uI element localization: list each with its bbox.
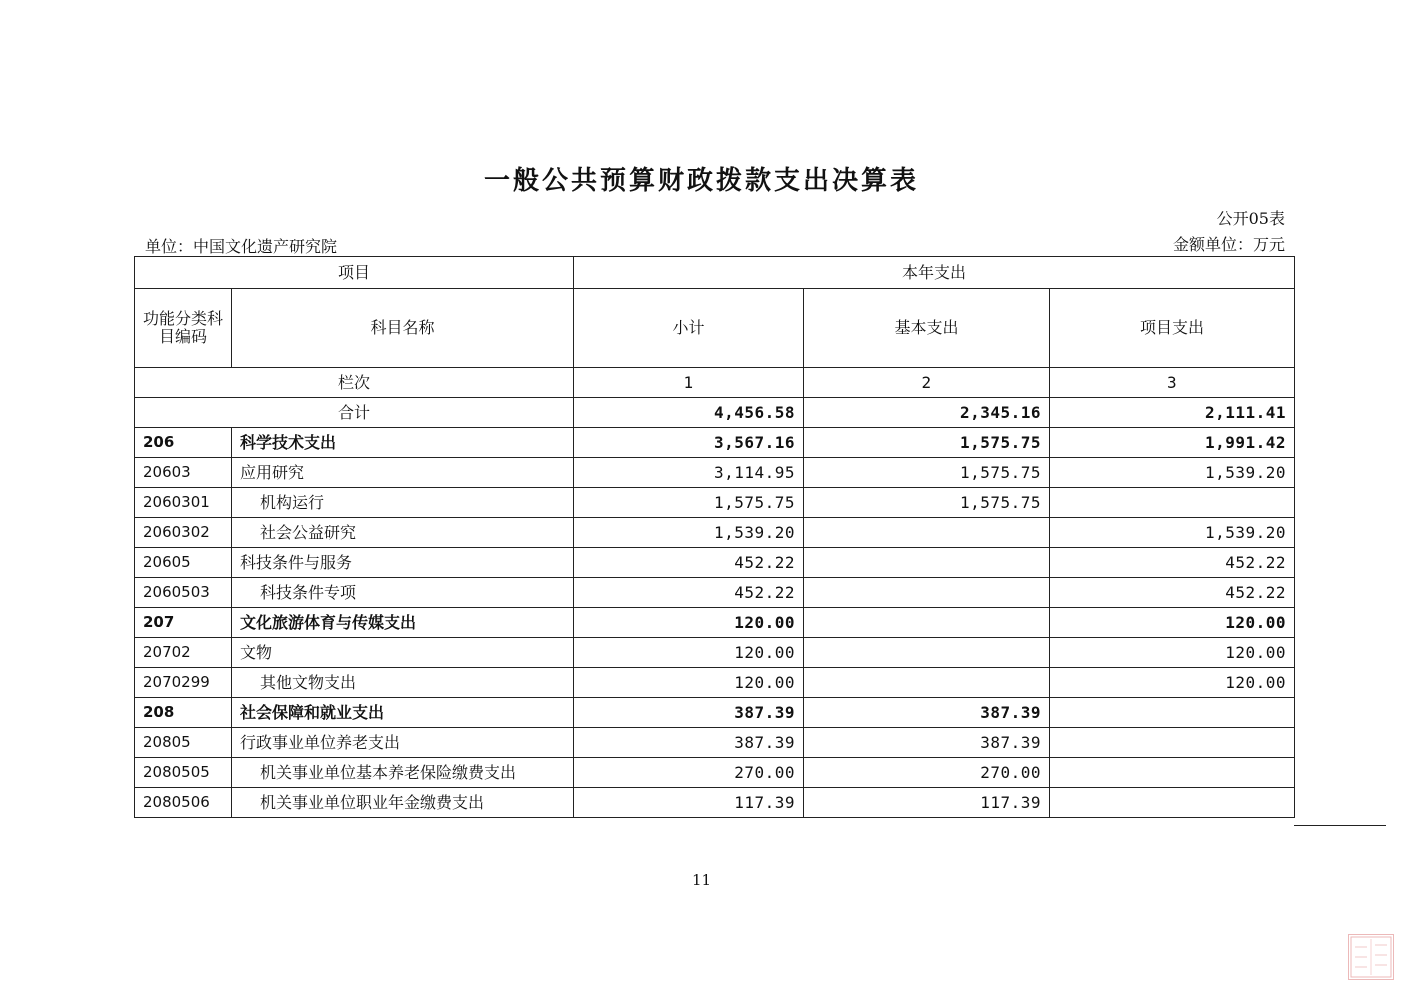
row-basic: 387.39 [804,698,1050,728]
header-func-code: 功能分类科目编码 [135,289,232,368]
row-project [1050,728,1295,758]
row-code: 20805 [135,728,232,758]
row-code: 2060302 [135,518,232,548]
table-row [135,458,1295,488]
column-number-2: 2 [804,368,1050,398]
row-basic [804,548,1050,578]
unit-label: 单位：中国文化遗产研究院 [145,237,338,256]
row-project [1050,698,1295,728]
row-project: 120.00 [1050,638,1295,668]
row-project [1050,788,1295,818]
row-subtotal: 452.22 [574,578,804,608]
table-row [135,488,1295,518]
budget-table [134,256,1295,818]
row-basic [804,578,1050,608]
column-number-3: 3 [1050,368,1295,398]
row-code: 206 [135,428,232,458]
row-code: 2060301 [135,488,232,518]
table-row [135,578,1295,608]
table-row [135,518,1295,548]
header-row-2 [135,289,1295,368]
row-name: 文物 [232,638,574,668]
row-name: 机构运行 [232,488,574,518]
row-subtotal: 120.00 [574,638,804,668]
column-number-1: 1 [574,368,804,398]
header-subtotal: 小计 [574,289,804,368]
row-project: 120.00 [1050,608,1295,638]
row-basic [804,518,1050,548]
row-code: 2070299 [135,668,232,698]
row-name: 科技条件专项 [232,578,574,608]
row-basic: 270.00 [804,758,1050,788]
row-subtotal: 120.00 [574,668,804,698]
table-row [135,668,1295,698]
row-code: 2060503 [135,578,232,608]
total-basic: 2,345.16 [804,398,1050,428]
total-row [135,398,1295,428]
row-project: 1,991.42 [1050,428,1295,458]
row-subtotal: 117.39 [574,788,804,818]
row-basic: 1,575.75 [804,488,1050,518]
table-row [135,698,1295,728]
table-row [135,548,1295,578]
row-code: 20605 [135,548,232,578]
row-project: 452.22 [1050,578,1295,608]
row-basic: 117.39 [804,788,1050,818]
total-project: 2,111.41 [1050,398,1295,428]
row-basic [804,668,1050,698]
page-title: 一般公共预算财政拨款支出决算表 [483,166,919,196]
row-basic: 387.39 [804,728,1050,758]
header-row-1 [135,257,1295,289]
page-number: 11 [691,871,712,889]
row-name: 科技条件与服务 [232,548,574,578]
header-current-year: 本年支出 [574,257,1295,289]
row-subtotal: 270.00 [574,758,804,788]
row-project: 1,539.20 [1050,458,1295,488]
table-row [135,788,1295,818]
row-name: 文化旅游体育与传媒支出 [232,608,574,638]
header-basic: 基本支出 [804,289,1050,368]
row-name: 应用研究 [232,458,574,488]
row-name: 机关事业单位基本养老保险缴费支出 [232,758,574,788]
table-row [135,638,1295,668]
row-subtotal: 120.00 [574,608,804,638]
row-basic [804,638,1050,668]
header-project: 项目支出 [1050,289,1295,368]
column-number-label: 栏次 [135,368,574,398]
row-code: 208 [135,698,232,728]
row-project [1050,758,1295,788]
row-name: 社会公益研究 [232,518,574,548]
row-basic: 1,575.75 [804,428,1050,458]
row-name: 社会保障和就业支出 [232,698,574,728]
row-basic [804,608,1050,638]
header-item: 项目 [135,257,574,289]
row-project: 452.22 [1050,548,1295,578]
table-row [135,428,1295,458]
form-number: 公开05表 [1216,209,1285,228]
row-name: 机关事业单位职业年金缴费支出 [232,788,574,818]
row-subtotal: 452.22 [574,548,804,578]
column-number-row [135,368,1295,398]
row-name: 其他文物支出 [232,668,574,698]
row-subtotal: 387.39 [574,698,804,728]
row-subtotal: 1,539.20 [574,518,804,548]
table-bottom-rule [1294,825,1386,826]
row-subtotal: 3,567.16 [574,428,804,458]
row-name: 行政事业单位养老支出 [232,728,574,758]
table-row [135,608,1295,638]
row-code: 20702 [135,638,232,668]
total-label: 合计 [135,398,574,428]
row-code: 20603 [135,458,232,488]
header-subject-name: 科目名称 [232,289,574,368]
seal-stamp-icon [1348,934,1394,980]
table-row [135,758,1295,788]
row-code: 2080505 [135,758,232,788]
row-name: 科学技术支出 [232,428,574,458]
amount-unit-label: 金额单位：万元 [1172,235,1285,254]
row-subtotal: 1,575.75 [574,488,804,518]
row-project: 120.00 [1050,668,1295,698]
row-subtotal: 387.39 [574,728,804,758]
row-project: 1,539.20 [1050,518,1295,548]
row-subtotal: 3,114.95 [574,458,804,488]
table-row [135,728,1295,758]
row-code: 2080506 [135,788,232,818]
row-code: 207 [135,608,232,638]
row-basic: 1,575.75 [804,458,1050,488]
total-subtotal: 4,456.58 [574,398,804,428]
row-project [1050,488,1295,518]
